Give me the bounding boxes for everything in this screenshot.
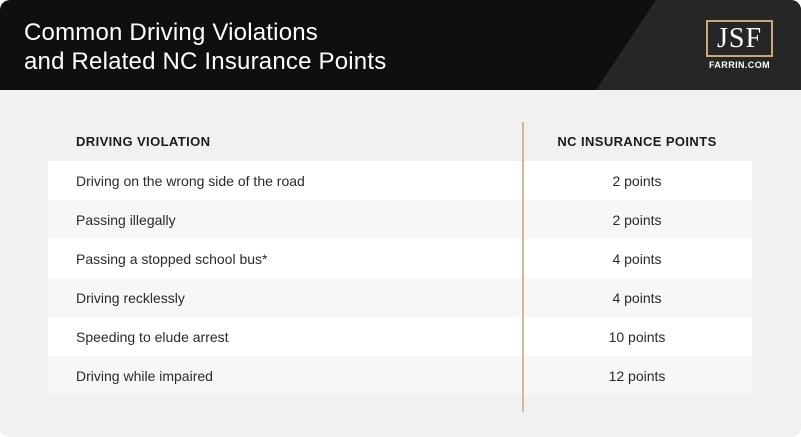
violation-cell: Driving recklessly (76, 289, 185, 306)
table-row (48, 356, 752, 395)
logo-monogram: JSF (706, 20, 773, 57)
page-title (24, 18, 386, 76)
table-row (48, 317, 752, 356)
table-body (48, 161, 752, 395)
table-row (48, 278, 752, 317)
column-divider (522, 122, 524, 412)
table-header (48, 122, 752, 161)
points-cell: 10 points (608, 328, 666, 345)
column-header-violation: DRIVING VIOLATION (76, 134, 211, 149)
violation-cell: Passing a stopped school bus* (76, 250, 268, 267)
points-cell: 12 points (608, 367, 666, 384)
jsf-logo (706, 20, 773, 71)
violations-table (48, 122, 752, 395)
title-line-2: and Related NC Insurance Points (24, 48, 387, 75)
table-row (48, 161, 752, 200)
column-header-points: NC INSURANCE POINTS (557, 134, 717, 149)
logo-website: FARRIN.COM (709, 60, 770, 70)
table-row (48, 239, 752, 278)
points-cell: 4 points (612, 250, 662, 267)
table-row (48, 200, 752, 239)
points-cell: 4 points (612, 289, 662, 306)
points-cell: 2 points (612, 211, 662, 228)
points-cell: 2 points (612, 172, 662, 189)
violation-cell: Passing illegally (76, 211, 176, 228)
violation-cell: Driving while impaired (76, 367, 213, 384)
violation-cell: Driving on the wrong side of the road (76, 172, 305, 189)
violation-cell: Speeding to elude arrest (76, 328, 229, 345)
header-banner (0, 0, 801, 90)
title-line-1: Common Driving Violations (24, 19, 319, 46)
